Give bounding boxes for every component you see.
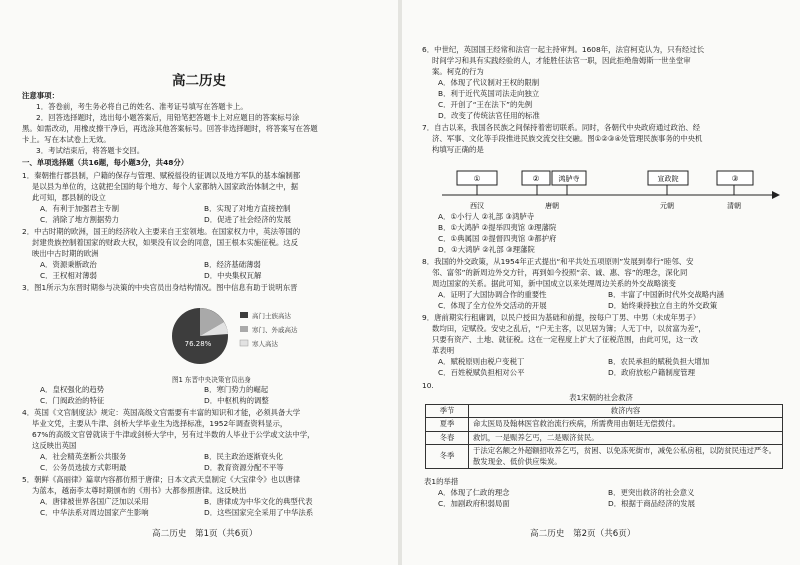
option: B．寒门势力的崛起: [204, 385, 269, 394]
option: A．社会精英垄断公共服务: [40, 452, 127, 461]
pie-center-label: 76.28%: [184, 340, 212, 348]
option: C．门阀政治的特征: [40, 396, 105, 405]
page-footer: 高二历史 第1页（共6页）: [152, 529, 258, 539]
table-row: [426, 418, 783, 431]
question-stem: 9．唐前期实行租庸调，以民户授田为基础和前提，按每户丁男、中男（未成年男子）: [422, 313, 701, 322]
table-header-cell: 季节: [426, 405, 469, 418]
question-stem: 表1的举措: [424, 477, 459, 486]
table-cell-content: 于法定名额之外超额招收养乞丐，贫困、以免冻死街市，减免公私房租，以防贫民违过严冬。散发现金、低价供应柴炭。: [469, 445, 783, 469]
option: D．①大鸿胪 ②礼部 ③理藩院: [438, 245, 535, 254]
option: C．开创了“王在法下”的先例: [438, 100, 533, 109]
option: D．政府放松户籍制度管理: [608, 368, 695, 377]
question-stem: 封建贵族控制着国家的财政大权，如果没有议会的同意，国王根本实施征税。这反: [32, 238, 299, 247]
legend-swatch: [240, 340, 248, 346]
era-label: 唐朝: [545, 202, 559, 210]
option: C．百姓税赋负担相对公平: [438, 368, 525, 377]
table-cell-season: 冬季: [426, 445, 469, 469]
table-cell-content: 命太医局及翰林医官救治流行疾病，所需费用由朝廷无偿拨付。: [469, 418, 783, 431]
question-stem: 这反映出英国: [32, 441, 77, 450]
option: D．始终秉持独立自主的外交政策: [608, 301, 718, 310]
question-stem: 革表明: [432, 346, 455, 355]
question-stem: 周边国家的关系。据此可知，新中国成立以来处理周边关系的外交战略演变: [432, 279, 676, 288]
notice-line: 3．考试结束后，将答题卡交回。: [36, 146, 145, 155]
question-stem: 2．中古时期的欧洲，国王的经济收入主要来自王室领地。在国家权力中，英法等国的: [22, 227, 301, 236]
legend-label: 高门士族高达: [252, 312, 291, 320]
option: C．王权相对薄弱: [40, 271, 97, 280]
option: D．促进了社会经济的发展: [204, 215, 291, 224]
question-stem: 毕业文凭，主要从牛津、剑桥大学毕业生为选择标准，1952年调查资料显示，: [32, 419, 288, 428]
question-stem: 67%的高级文官曾就读于牛津或剑桥大学中，另有过半数的人毕业于公学或文法中学，: [32, 430, 315, 439]
question-stem: 只要有资产、土地、就征税。这在一定程度上扩大了征税范围，由此可见，这一改: [432, 335, 699, 344]
question-stem: 济、军事、文化等手段推进民族交流交往交融。图①②③④处管理民族事务的中央机: [432, 134, 703, 143]
option: A．体现了代议制对王权的限制: [438, 78, 540, 87]
table-cell-content: 救饥，一是赈养乞丐，二是赈济贫民。: [469, 431, 783, 444]
option: A．唐律被世界各国广泛加以采用: [40, 497, 149, 506]
question-stem: 3．图1所示为东晋时期参与决策的中央官员出身结构情况。图中信息有助于说明东晋: [22, 283, 298, 292]
option: B．实现了对地方直接控制: [204, 204, 291, 213]
option: B．①大鸿胪 ②提举四夷馆 ③理藩院: [438, 223, 557, 232]
page-footer: 高二历史 第2页（共6页）: [530, 529, 636, 539]
option: A．证明了大国协调合作的重要性: [438, 290, 547, 299]
option: A．皇权强化的趋势: [40, 385, 105, 394]
question-stem: 是以县为单位的，这就把全国的每个地方、每个人家都纳入国家政治体制之中，据: [32, 182, 299, 191]
table-header-cell: 救济内容: [469, 405, 783, 418]
option: C．消除了地方割据势力: [40, 215, 120, 224]
question-stem: 案。柯克的行为: [432, 67, 484, 76]
option: B．农民承担的赋税负担大增加: [608, 357, 710, 366]
option: C．中华法系对周边国家产生影响: [40, 508, 149, 517]
pie-figure: [170, 302, 385, 370]
legend-swatch: [240, 312, 248, 318]
legend-label: 寒门、外戚高达: [252, 326, 298, 334]
option: A．资源秉断政治: [40, 260, 97, 269]
legend-swatch: [240, 326, 248, 332]
table-header-row: [426, 405, 783, 418]
option: A．体现了仁政的理念: [438, 488, 510, 497]
era-label: 元朝: [660, 202, 674, 210]
notice-line: 黑。如需改动，用橡皮擦干净后，再选涂其他答案标号。回答非选择题时，将答案写在答题: [22, 124, 318, 133]
option: D．这些国家完全采用了中华法系: [204, 508, 314, 517]
question-stem: 此可知，郡县制的设立: [32, 193, 106, 202]
section-heading: 一、单项选择题（共16题，每小题3分，共48分）: [22, 158, 189, 167]
question-stem: 6．中世纪，英国国王经常和法官一起主持审判。1608年，法官柯克认为，只有经过长: [422, 45, 705, 54]
era-label: 清朝: [727, 202, 741, 210]
option: D．根据于商品经济的发展: [608, 499, 695, 508]
page-1: [0, 0, 398, 565]
relief-table: [425, 404, 783, 469]
option: A．有利于加强君主专制: [40, 204, 119, 213]
question-stem: 映出中古时期的欧洲: [32, 249, 99, 258]
option: B．民主政治逐渐衰头化: [204, 452, 283, 461]
question-stem: 时间学习和具有实践经验的人，才能胜任法官一职，因此拒绝詹姆斯一世坐堂审: [432, 56, 691, 65]
legend-label: 寒人高达: [252, 340, 278, 348]
option: C．体现了全方位外交活动的开展: [438, 301, 547, 310]
option: D．中央集权瓦解: [204, 271, 262, 280]
option: B．丰富了中国新时代外交战略内涵: [608, 290, 724, 299]
option: A．赋税原则由税户变税丁: [438, 357, 525, 366]
option: C．①典属国 ②提督四夷馆 ③都护府: [438, 234, 557, 243]
page-2: [402, 0, 800, 565]
option: D．教育资源分配不平等: [204, 463, 284, 472]
question-stem: 5．朝鲜《高丽律》篇章内容都仿照于唐律；日本文武天皇制定《大宝律令》也以唐律: [22, 475, 301, 484]
diagram-box-1: ①: [473, 174, 481, 183]
option: D．中枢机构的调整: [204, 396, 269, 405]
diagram-box-3: 鸿胪寺: [558, 175, 580, 183]
table-cell-season: 夏季: [426, 418, 469, 431]
table-row: [426, 445, 783, 469]
question-stem: 为蓝本，越南李太尊时期颁布的《刑书》大都参照唐律。这反映出: [32, 486, 247, 495]
option: C．加剧政府积弱局面: [438, 499, 510, 508]
option: B．利于近代英国司法走向独立: [438, 89, 540, 98]
option: B．经济基础薄弱: [204, 260, 261, 269]
table-row: [426, 431, 783, 444]
table-cell-season: 冬春: [426, 431, 469, 444]
question-stem: 邻、富邻”的新周边外交方针，再到如今投照“亲、诚、惠、容”的理念，深化同: [432, 268, 688, 277]
question-stem: 数均田，定赋役。安史之乱后，“户无主客，以见居为簿；人无丁中，以贫富为差”，: [432, 324, 706, 333]
era-label: 西汉: [470, 202, 484, 210]
question-stem: 4．英国《文官制度法》规定：英国高级文官需要有丰富的知识和才能，必须具备大学: [22, 408, 301, 417]
exam-title: 高二历史: [172, 73, 226, 89]
question-stem: 构填写正确的是: [432, 145, 484, 154]
notice-line: 2．回答选择题时，选出每小题答案后，用铅笔把答题卡上对应题目的答案标号涂: [36, 113, 300, 122]
diagram-box-5: ③: [731, 174, 739, 183]
notice-line: 1．答卷前，考生务必将自己的姓名、准考证号填写在答题卡上。: [36, 102, 248, 111]
option: C．公务员选拔方式彰明最: [40, 463, 127, 472]
notice-heading: 注意事项：: [22, 91, 59, 100]
option: D．改变了传统法官任用的标准: [438, 111, 540, 120]
diagram-box-2: ②: [532, 174, 540, 183]
table-caption: 表1宋朝的社会救济: [569, 393, 633, 402]
question-stem: 7．自古以来，我国各民族之间保持着密切联系。同时，各朝代中央政府通过政治、经: [422, 123, 701, 132]
option: B．更突出救济的社会意义: [608, 488, 695, 497]
diagram-box-4: 宣政院: [657, 175, 679, 183]
question-stem: 1．秦朝推行郡县制，户籍的保存与管理、赋税徭役的征调以及地方军队的基本编制都: [22, 171, 301, 180]
agency-timeline-diagram: [422, 158, 782, 220]
option: B．唐律成为中华文化的典型代表: [204, 497, 313, 506]
question-stem: 8．我国的外交政策，从1954年正式提出“和平共处五项原则”发展到奉行“睦邻、安: [422, 257, 694, 266]
option: A．①小行人 ②礼部 ③鸿胪寺: [438, 212, 535, 221]
question-number: 10.: [422, 381, 434, 390]
notice-line: 卡上。写在本试卷上无效。: [22, 135, 111, 144]
figure-caption: 图1 东晋中央决策官员出身: [172, 376, 251, 384]
